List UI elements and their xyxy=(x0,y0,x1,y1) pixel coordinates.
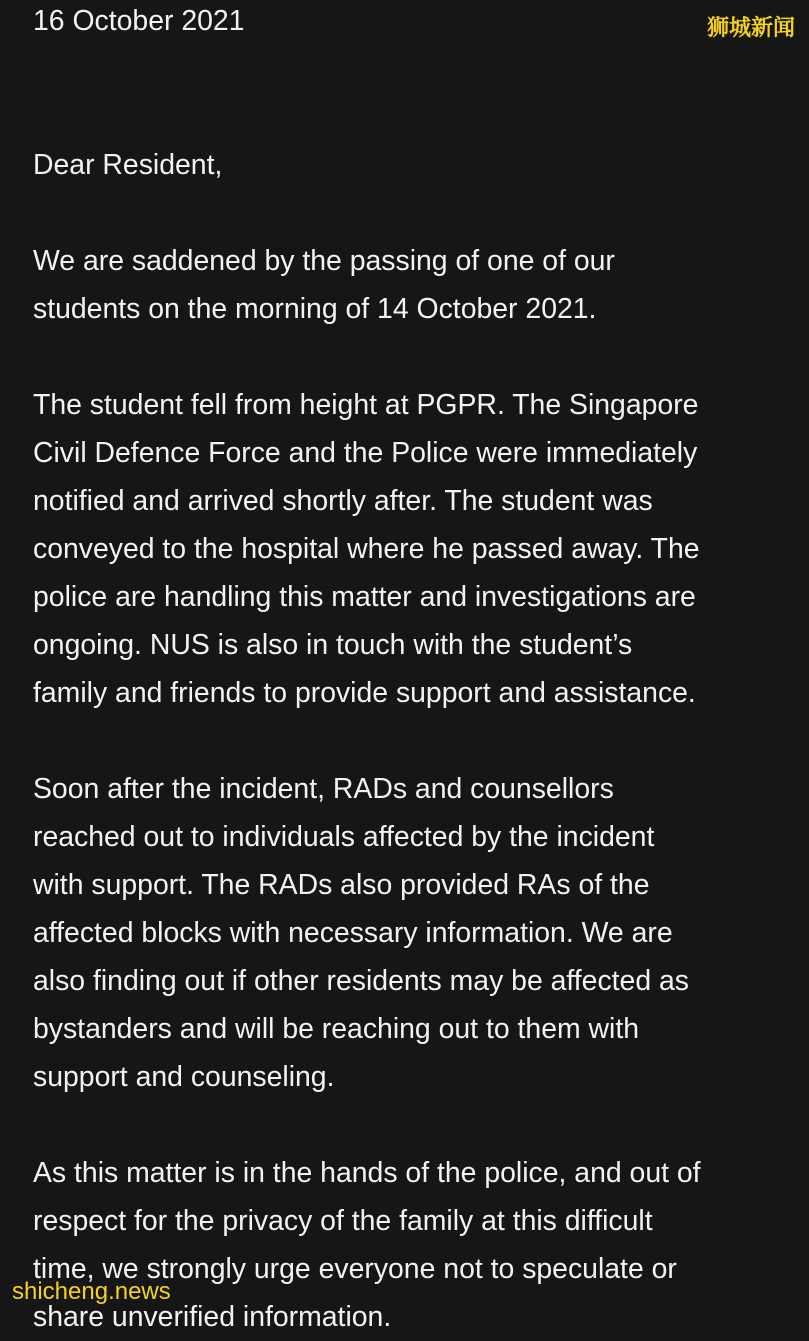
paragraph-line: also finding out if other residents may be affected as xyxy=(33,965,690,997)
paragraph-line: students on the morning of 14 October 2021. xyxy=(33,293,597,325)
paragraph-line: share unverified information. xyxy=(33,1301,392,1333)
salutation: Dear Resident, xyxy=(33,149,223,181)
watermark-site-url: shicheng.news xyxy=(12,1278,171,1305)
paragraph-line: As this matter is in the hands of the police, and out of xyxy=(33,1157,701,1189)
paragraph-1 xyxy=(33,237,793,333)
paragraph-line: police are handling this matter and investigations are xyxy=(33,581,696,613)
paragraph-3 xyxy=(33,765,793,1101)
watermark-logo-top: 狮城新闻 xyxy=(706,16,795,41)
paragraph-line: conveyed to the hospital where he passed away. The xyxy=(33,533,700,565)
paragraph-line: time, we strongly urge everyone not to speculate or xyxy=(33,1253,677,1285)
paragraph-line: notified and arrived shortly after. The student was xyxy=(33,485,653,517)
paragraph-line: reached out to individuals affected by the incident xyxy=(33,821,655,853)
paragraph-line: ongoing. NUS is also in touch with the student’s xyxy=(33,629,633,661)
paragraph-line: with support. The RADs also provided RAs of the xyxy=(33,869,650,901)
paragraph-line: affected blocks with necessary information. We are xyxy=(33,917,673,949)
paragraph-line: family and friends to provide support and assistance. xyxy=(33,677,696,709)
paragraph-line: The student fell from height at PGPR. The Singapore xyxy=(33,389,699,421)
paragraph-line: support and counseling. xyxy=(33,1061,335,1093)
paragraph-4 xyxy=(33,1149,793,1341)
paragraph-line: Civil Defence Force and the Police were immediately xyxy=(33,437,698,469)
paragraph-line: respect for the privacy of the family at this difficult xyxy=(33,1205,653,1237)
paragraph-line: bystanders and will be reaching out to them with xyxy=(33,1013,640,1045)
paragraph-line: We are saddened by the passing of one of our xyxy=(33,245,615,277)
paragraph-line: Soon after the incident, RADs and counsellors xyxy=(33,773,614,805)
letter-date: 16 October 2021 xyxy=(33,5,245,37)
paragraph-2 xyxy=(33,381,793,717)
